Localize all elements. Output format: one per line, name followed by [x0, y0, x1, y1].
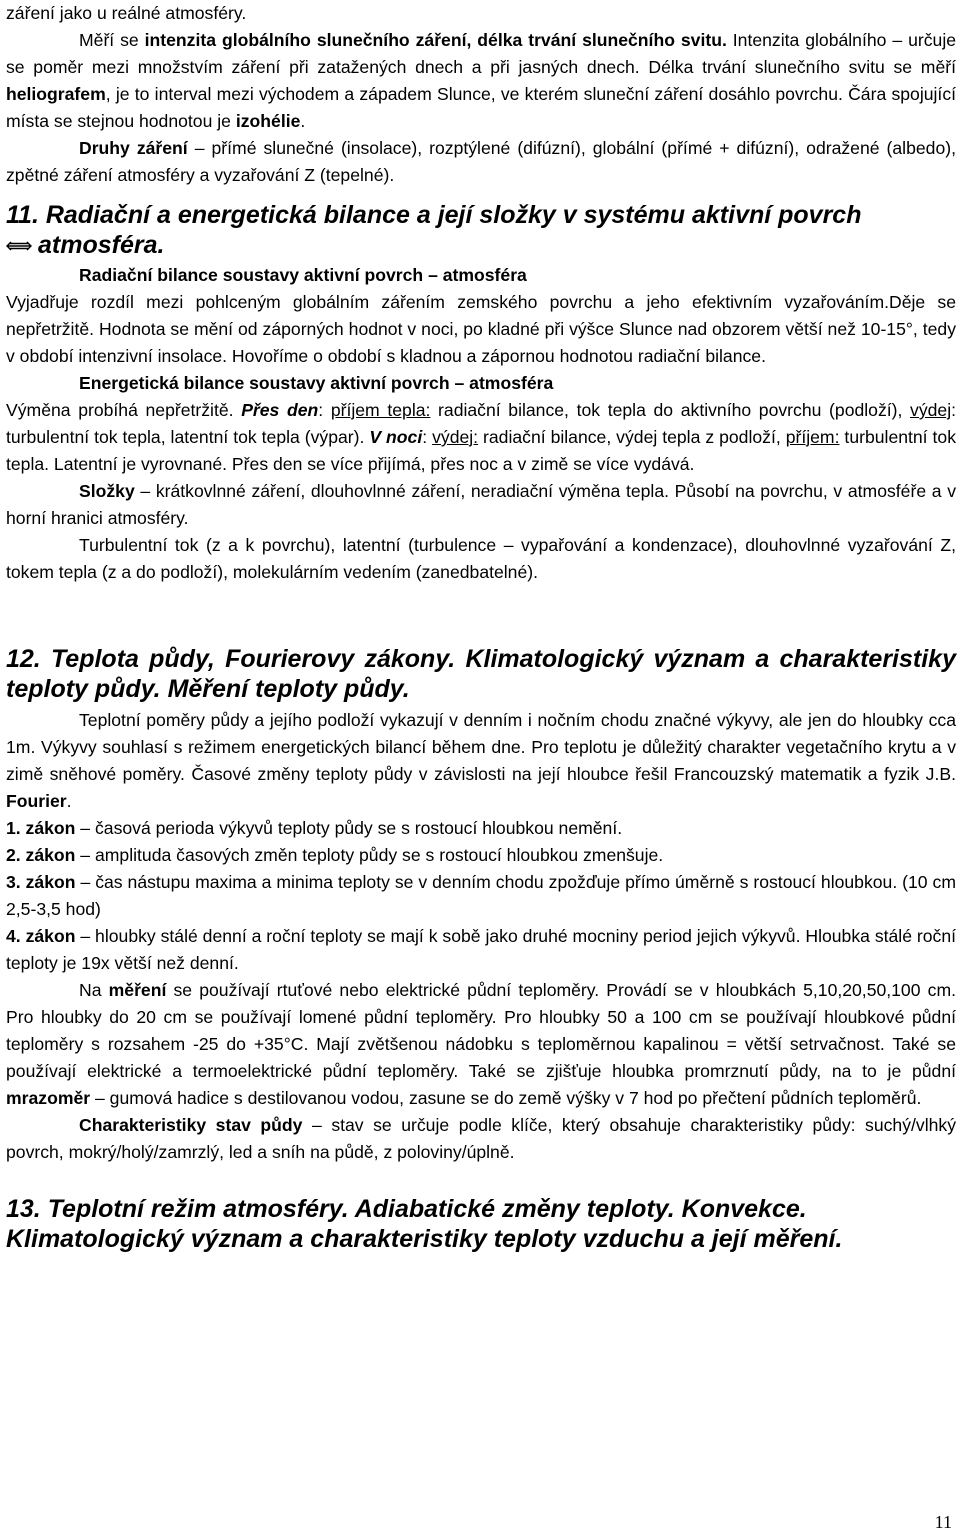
text-span: radiační bilance, tok tepla do aktivního povrchu (podloží),	[430, 400, 911, 420]
subheading-energy-balance	[6, 370, 956, 397]
paragraph-turbulent	[6, 532, 956, 586]
heading-line	[6, 230, 956, 260]
paragraph-measurement	[6, 27, 956, 135]
text-span: – krátkovlnné záření, dlouhovlnné záření, neradiační výměna tepla. Působí na povrchu, v atmosféře a v horní hranici atmosféry.	[6, 481, 956, 528]
law-item	[6, 842, 956, 869]
text-span: – hloubky stálé denní a roční teploty se mají k sobě jako druhé mocniny period jejich výkyvů. Hloubka stálé roční teploty je 19x větší než denní.	[6, 926, 957, 973]
paragraph-soil-characteristics	[6, 1112, 956, 1166]
paragraph-soil-temperature	[6, 707, 956, 815]
text-span: Výměna probíhá nepřetržitě.	[6, 400, 242, 420]
bold-term: izohélie	[235, 111, 301, 131]
underlined-term: výdej	[910, 400, 952, 420]
heading-section-13	[6, 1194, 956, 1254]
underlined-term: výdej:	[432, 427, 479, 447]
bold-term: Charakteristiky stav půdy	[79, 1115, 303, 1135]
paragraph-radiation-types	[6, 135, 956, 189]
law-item	[6, 923, 956, 977]
paragraph-intro-end	[6, 0, 956, 27]
bold-term: 3. zákon	[6, 872, 76, 892]
law-item	[6, 869, 956, 923]
text-span: :	[318, 400, 331, 420]
text-span: Intenzita globálního – určuje se poměr mezi množstvím záření při zatažených dnech a při jasných dnech. Délka trvání slunečního svitu se měří	[6, 30, 957, 77]
law-item	[6, 815, 956, 842]
paragraph-radiation-balance	[6, 289, 956, 370]
heading-text: 12. Teplota půdy, Fourierovy zákony. Klimatologický význam a charakteristiky teploty půdy. Měření teploty půdy.	[6, 645, 956, 703]
heading-text: atmosféra.	[38, 231, 165, 259]
bold-term: 1. zákon	[6, 818, 76, 838]
text-span: záření jako u reálné atmosféry.	[6, 3, 247, 23]
text-span: Měří se	[79, 30, 145, 50]
text-span: radiační bilance, výdej tepla z podloží,	[478, 427, 786, 447]
paragraph-energy-balance	[6, 397, 956, 478]
text-span: : turbulentní tok tepla, latentní tok tepla (výpar).	[6, 400, 957, 447]
heading-section-11	[6, 200, 956, 260]
text-span: :	[422, 427, 433, 447]
bold-term: Složky	[79, 481, 135, 501]
double-arrow-icon	[6, 239, 32, 253]
bold-term: Energetická bilance soustavy aktivní povrch – atmosféra	[79, 373, 554, 393]
text-span: se používají rtuťové nebo elektrické půdní teploměry. Provádí se v hloubkách 5,10,20,50,100 cm. Pro hloubky do 20 cm se používají lomené půdní teploměry. Pro hloubky 50 a 100 cm se používají hloubkové půdní teploměry s rozsahem -25 do +35°C. Mají zvětšenou nádobku s teploměrnou kapalinou = větší setrvačnost. Také se používají elektrické a termoelektrické půdní teploměry. Také se zjišťuje hloubka promrznutí půdy, na to je půdní	[6, 980, 956, 1081]
bold-term: měření	[108, 980, 167, 1000]
text-span: turbulentní tok tepla. Latentní je vyrovnané. Přes den se více přijímá, přes noc a v zimě se více vydává.	[6, 427, 957, 474]
paragraph-components	[6, 478, 956, 532]
text-span: – časová perioda výkyvů teploty půdy se s rostoucí hloubkou nemění.	[75, 818, 623, 838]
paragraph-measurement-soil	[6, 977, 956, 1112]
text-span: – gumová hadice s destilovanou vodou, zasune se do země výšky v 7 hod po přečtení půdních teploměrů.	[90, 1088, 922, 1108]
bold-term: intenzita globálního slunečního záření, délka trvání slunečního svitu.	[144, 30, 727, 50]
bold-term: Druhy záření	[79, 138, 188, 158]
text-span: – přímé slunečné (insolace), rozptýlené (difúzní), globální (přímé + difúzní), odražené (albedo), zpětné záření atmosféry a vyzařování Z (tepelné).	[6, 138, 956, 185]
text-span: Vyjadřuje rozdíl mezi pohlceným globálním zářením zemského povrchu a jeho efektivním vyzařováním.	[6, 292, 889, 312]
text-span: – čas nástupu maxima a minima teploty se v denním chodu zpožďuje přímo úměrně s rostoucí hloubkou. (10 cm 2,5-3,5 hod)	[6, 872, 957, 919]
bold-term: Fourier	[6, 791, 67, 811]
text-span: Hodnota se mění od záporných hodnot v noci, po kladné při výšce Slunce nad obzorem větší než 10-15°, tedy v období intenzivní insolace. Hovoříme o období s kladnou a zápornou hodnotou radiační bilance.	[6, 319, 956, 366]
bold-italic-term: V noci	[369, 427, 423, 447]
text-span: Turbulentní tok (z a k povrchu), latentní (turbulence – vypařování a kondenzace), dlouhovlnné vyzařování Z, tokem tepla (z a do podloží), molekulárním vedením (zanedbatelné).	[6, 535, 956, 582]
bold-term: 4. zákon	[6, 926, 76, 946]
underlined-term: příjem tepla:	[330, 400, 431, 420]
bold-term: heliografem	[6, 84, 106, 104]
heading-text: 13. Teplotní režim atmosféry. Adiabatické změny teploty. Konvekce. Klimatologický význam a charakteristiky teploty vzduchu a její měření.	[6, 1195, 843, 1253]
underlined-term: příjem:	[785, 427, 840, 447]
text-span: , je to interval mezi východem a západem Slunce, ve kterém sluneční záření dosáhlo povrchu. Čára spojující místa se stejnou hodnotou je	[6, 84, 956, 131]
page-number: 11	[934, 1512, 952, 1532]
text-span: .	[66, 791, 72, 811]
bold-term: mrazoměr	[6, 1088, 91, 1108]
text-span: – amplituda časových změn teploty půdy se s rostoucí hloubkou zmenšuje.	[75, 845, 664, 865]
text-span: Teplotní poměry půdy a jejího podloží vykazují v denním i nočním chodu značné výkyvy, ale jen do hloubky cca 1m. Výkyvy souhlasí s režimem energetických bilancí během dne. Pro teplotu je důležitý charakter vegetačního krytu a v zimě sněhové poměry. Časové změny teploty půdy v závislosti na její hloubce řešil Francouzský matematik a fyzik J.B.	[6, 710, 956, 784]
heading-line: 11. Radiační a energetická bilance a její složky v systému aktivní povrch	[6, 201, 862, 229]
subheading-radiation-balance	[6, 262, 956, 289]
text-span: Děje se nepřetržitě.	[6, 292, 956, 339]
bold-term: Radiační bilance soustavy aktivní povrch – atmosféra	[79, 265, 527, 285]
bold-term: 2. zákon	[6, 845, 76, 865]
heading-section-12	[6, 644, 956, 704]
text-span: Na	[79, 980, 109, 1000]
bold-italic-term: Přes den	[241, 400, 319, 420]
text-span: .	[300, 111, 306, 131]
text-span: – stav se určuje podle klíče, který obsahuje charakteristiky půdy: suchý/vlhký povrch, mokrý/holý/zamrzlý, led a sníh na půdě, z poloviny/úplně.	[6, 1115, 956, 1162]
